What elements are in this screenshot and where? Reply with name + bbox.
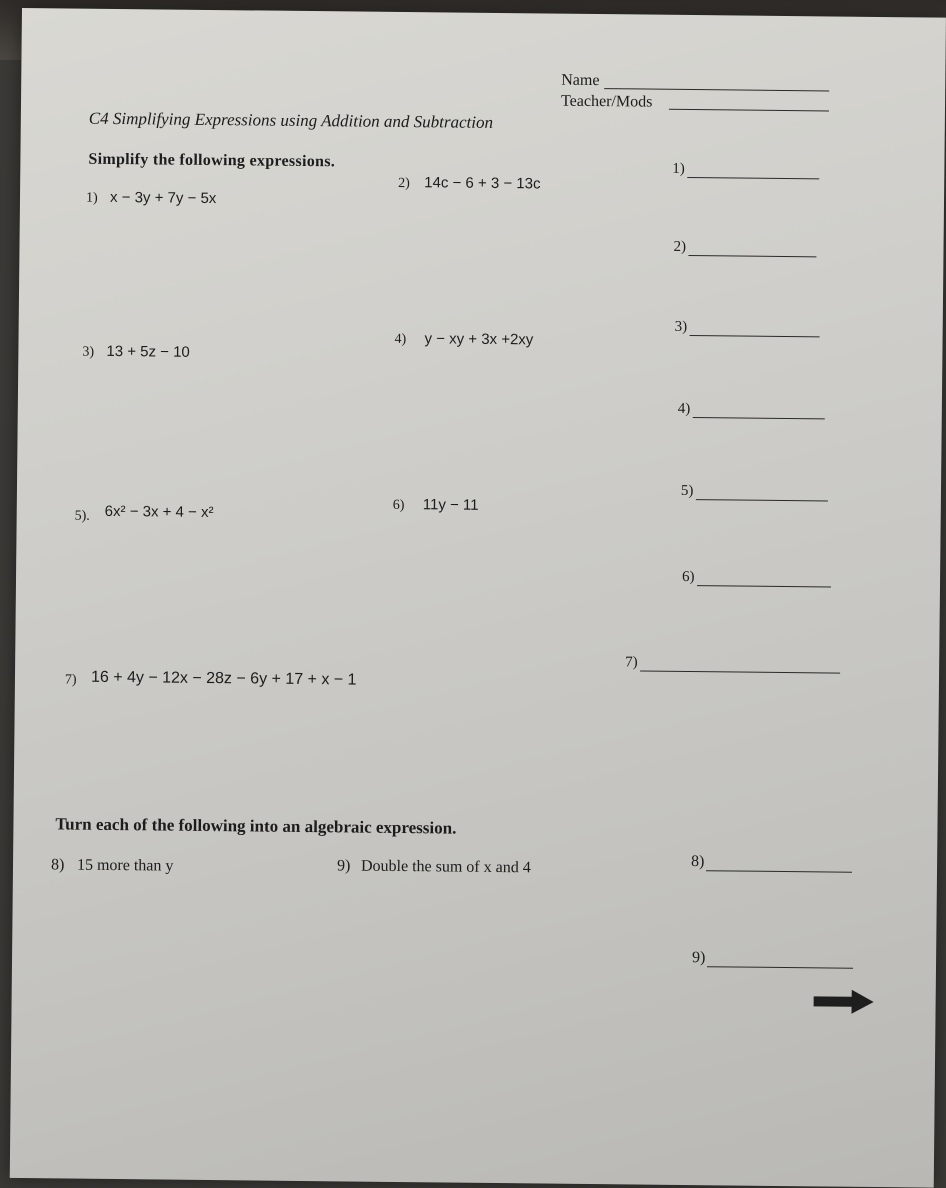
problem-1-expression: x − 3y + 7y − 5x <box>109 188 217 208</box>
section1-instruction: Simplify the following expressions. <box>88 150 336 171</box>
answer-1-line[interactable] <box>687 176 819 179</box>
answer-3-label: 3) <box>674 318 688 335</box>
answer-5-line[interactable] <box>695 498 827 501</box>
problem-4-number: 4) <box>394 331 407 348</box>
problem-7-expression: 16 + 4y − 12x − 28z − 6y + 17 + x − 1 <box>90 668 357 689</box>
problem-8-number: 8) <box>50 856 65 874</box>
worksheet-title: C4 Simplifying Expressions using Addition and Subtraction <box>88 108 494 132</box>
problem-8-text: 15 more than y <box>76 856 174 875</box>
problem-4-expression: y − xy + 3x +2xy <box>424 330 534 349</box>
answer-9[interactable] <box>692 949 854 969</box>
answer-6-line[interactable] <box>696 584 830 587</box>
teacher-answer-line[interactable] <box>669 109 829 112</box>
answer-2-label: 2) <box>673 238 687 255</box>
problem-2-number: 2) <box>398 175 410 192</box>
problem-5-expression: 6x² − 3x + 4 − x² <box>104 502 214 522</box>
answer-4[interactable] <box>678 401 825 420</box>
answer-6[interactable] <box>682 569 831 588</box>
answer-4-label: 4) <box>677 400 691 418</box>
problem-1-number: 1) <box>85 190 98 206</box>
answer-9-label: 9) <box>692 949 706 967</box>
problem-3-expression: 13 + 5z − 10 <box>106 342 190 361</box>
answer-5[interactable] <box>681 483 828 502</box>
answer-6-label: 6) <box>681 568 695 586</box>
answer-4-line[interactable] <box>692 416 824 419</box>
answer-1-label: 1) <box>672 160 685 177</box>
worksheet-page <box>10 8 946 1188</box>
problem-3-number: 3) <box>82 344 95 360</box>
answer-5-label: 5) <box>680 482 694 500</box>
answer-8[interactable] <box>691 853 853 873</box>
answer-3-line[interactable] <box>689 334 819 337</box>
answer-2[interactable] <box>673 239 816 257</box>
answer-7[interactable] <box>625 654 840 673</box>
problem-5-number: 5). <box>74 508 90 524</box>
answer-9-line[interactable] <box>707 965 853 969</box>
right-arrow-icon <box>812 988 876 1015</box>
answer-7-label: 7) <box>625 654 638 671</box>
answer-2-line[interactable] <box>688 254 816 257</box>
problem-6-number: 6) <box>392 497 405 514</box>
problem-2-expression: 14c − 6 + 3 − 13c <box>424 174 541 193</box>
problem-9-number: 9) <box>336 857 351 875</box>
answer-3[interactable] <box>675 319 820 338</box>
answer-8-label: 8) <box>691 853 705 871</box>
problem-6-expression: 11y − 11 <box>422 496 479 514</box>
name-label: Name <box>561 71 600 90</box>
teacher-label: Teacher/Mods <box>560 92 653 111</box>
problem-7-number: 7) <box>64 672 77 688</box>
name-answer-line[interactable] <box>604 88 829 91</box>
answer-8-line[interactable] <box>706 869 852 873</box>
problem-9-text: Double the sum of x and 4 <box>360 857 531 877</box>
answer-7-line[interactable] <box>640 670 840 674</box>
answer-1[interactable] <box>672 161 819 180</box>
section2-instruction: Turn each of the following into an algebraic expression. <box>55 814 457 838</box>
